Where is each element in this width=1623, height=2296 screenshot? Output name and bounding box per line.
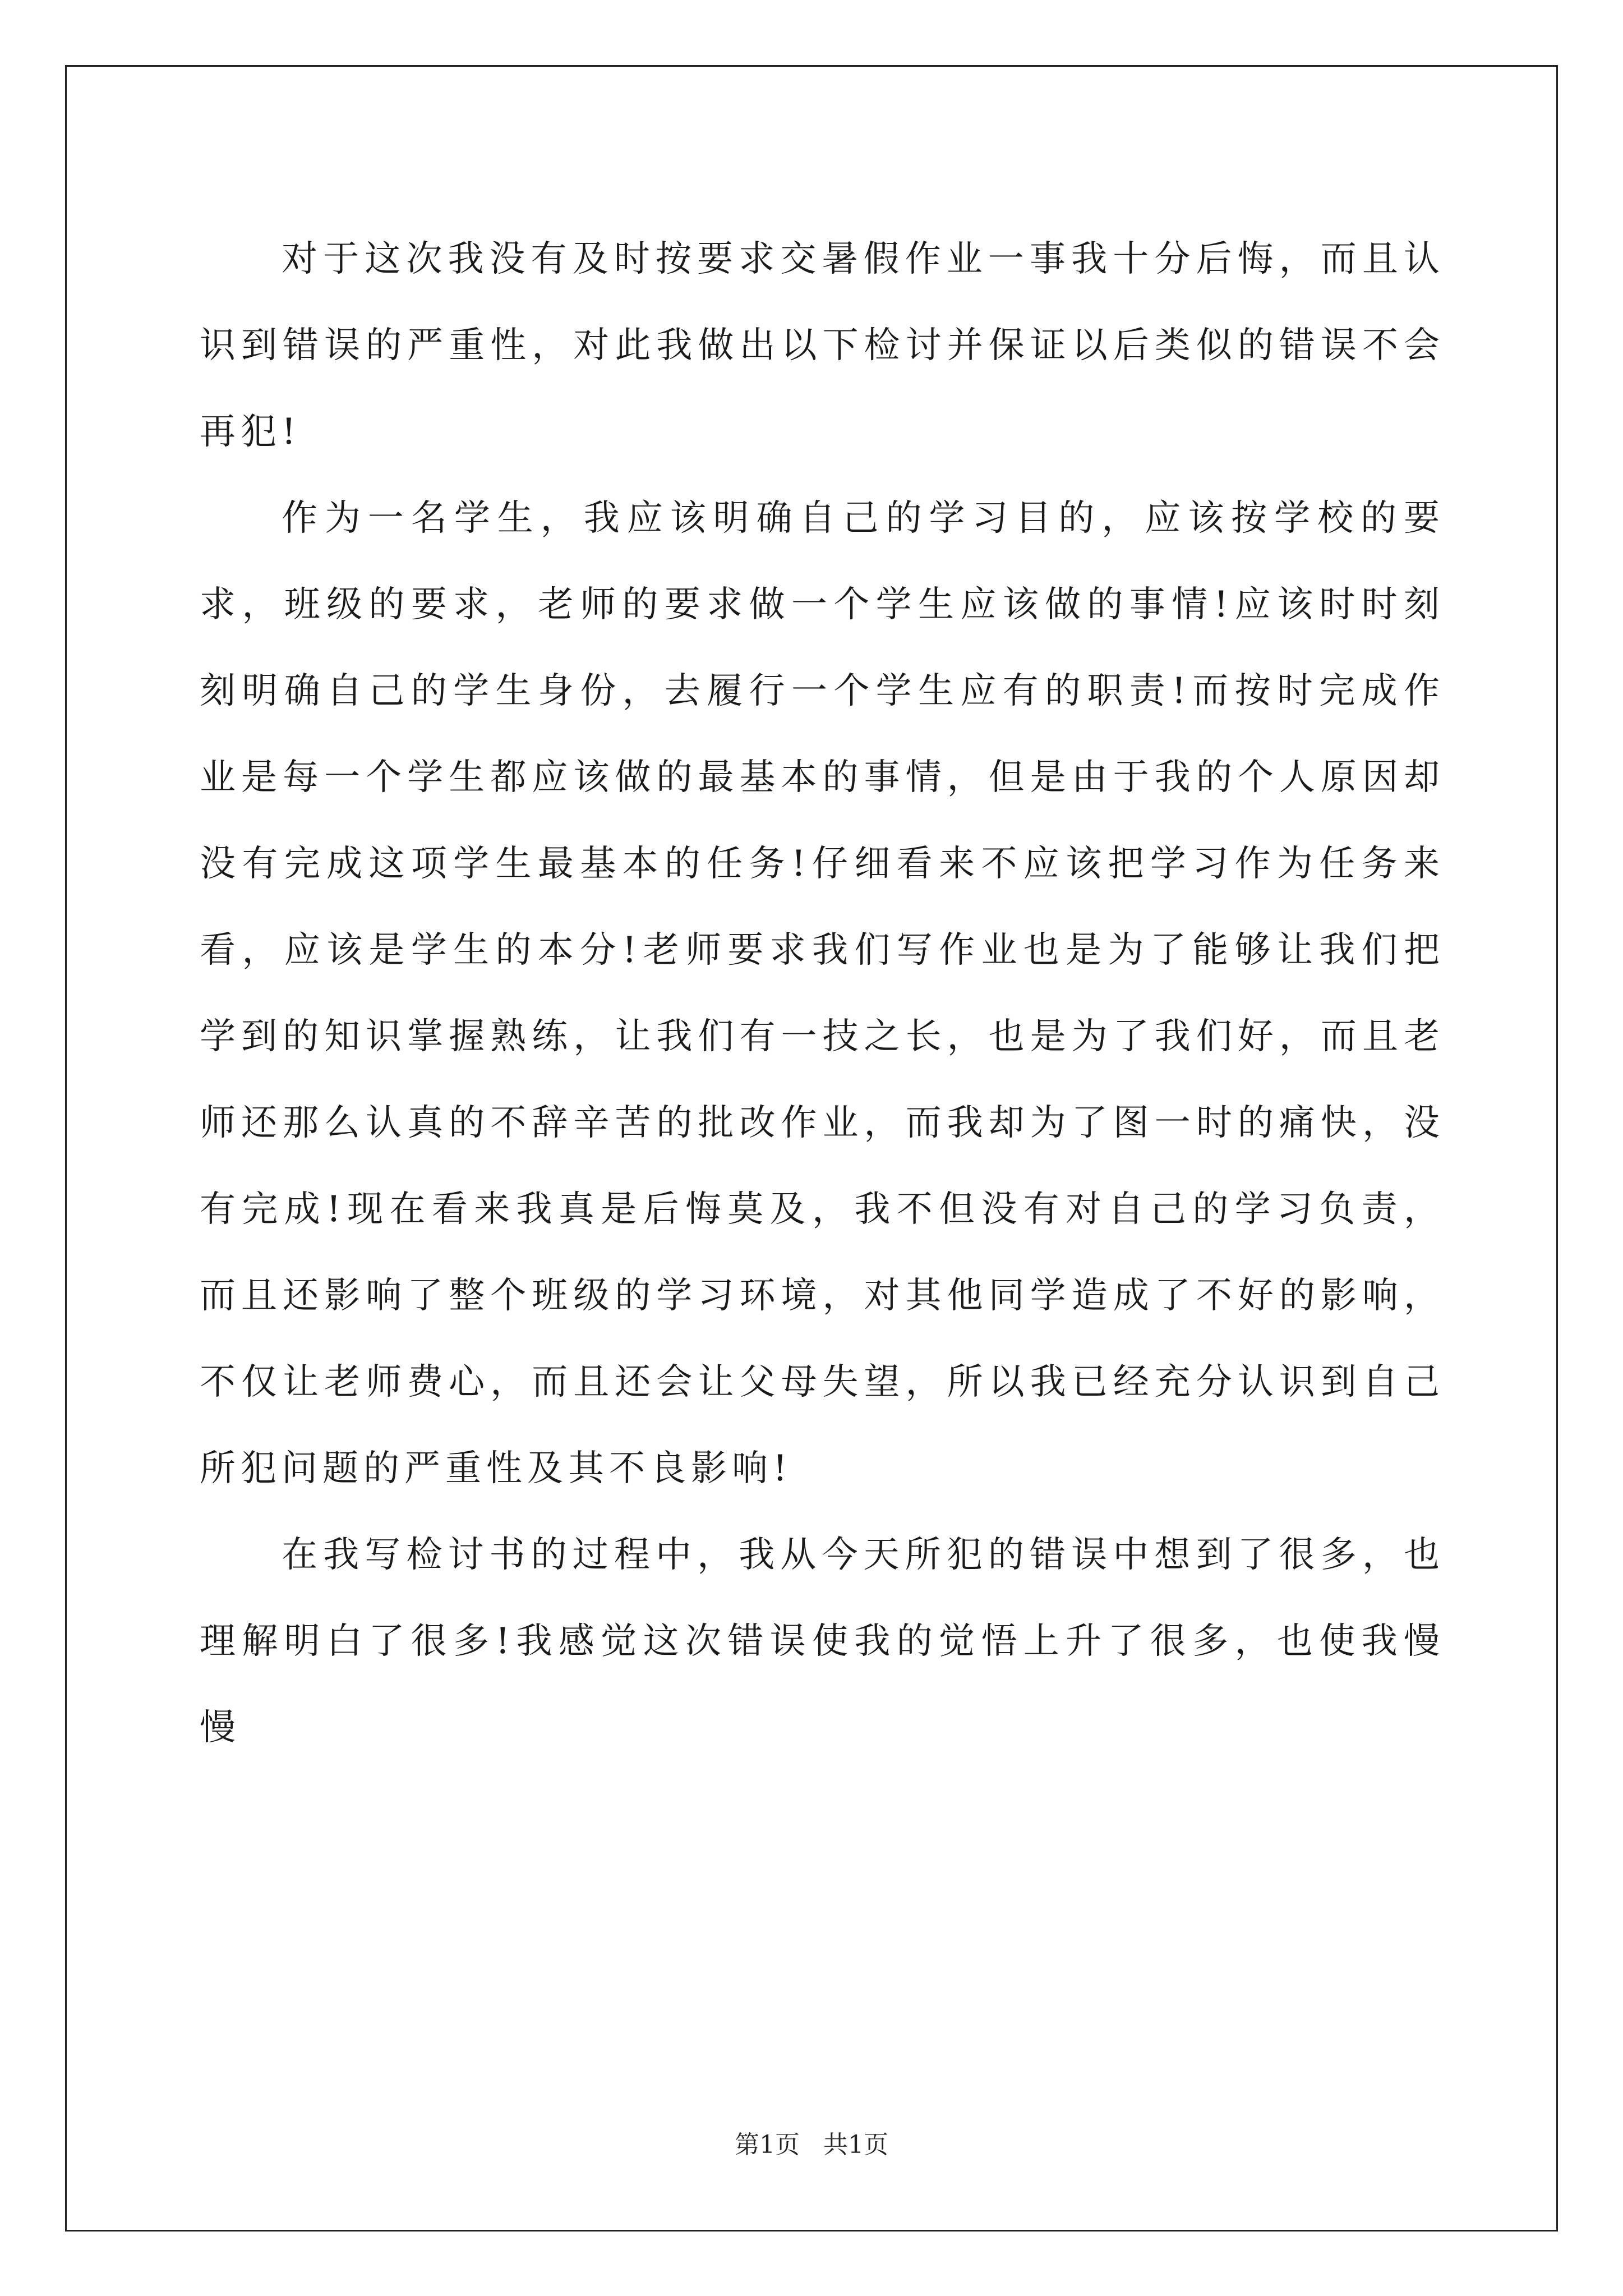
document-body — [200, 216, 1445, 1771]
page-number: 第1页 — [735, 2131, 800, 2159]
paragraph-3: 在我写检讨书的过程中，我从今天所犯的错误中想到了很多，也理解明白了很多!我感觉这次错误使我的觉悟上升了很多，也使我慢慢 — [200, 1534, 1445, 1749]
paragraph-2: 作为一名学生，我应该明确自己的学习目的，应该按学校的要求，班级的要求，老师的要求做一个学生应该做的事情!应该时时刻刻明确自己的学生身份，去履行一个学生应有的职责!而按时完成作业是每一个学生都应该做的最基本的事情，但是由于我的个人原因却没有完成这项学生最基本的任务!仔细看来不应该把学习作为任务来看，应该是学生的本分!老师要求我们写作业也是为了能够让我们把学到的知识掌握熟练，让我们有一技之长，也是为了我们好，而且老师还那么认真的不辞辛苦的批改作业，而我却为了图一时的痛快，没有完成!现在看来我真是后悔莫及，我不但没有对自己的学习负责，而且还影响了整个班级的学习环境，对其他同学造成了不好的影响，不仅让老师费心，而且还会让父母失望，所以我已经充分认识到自己所犯问题的严重性及其不良影响! — [200, 498, 1445, 1489]
paragraph-1: 对于这次我没有及时按要求交暑假作业一事我十分后悔，而且认识到错误的严重性，对此我做出以下检讨并保证以后类似的错误不会再犯! — [200, 238, 1445, 453]
page-total: 共1页 — [823, 2131, 888, 2159]
page-footer — [0, 2128, 1623, 2162]
